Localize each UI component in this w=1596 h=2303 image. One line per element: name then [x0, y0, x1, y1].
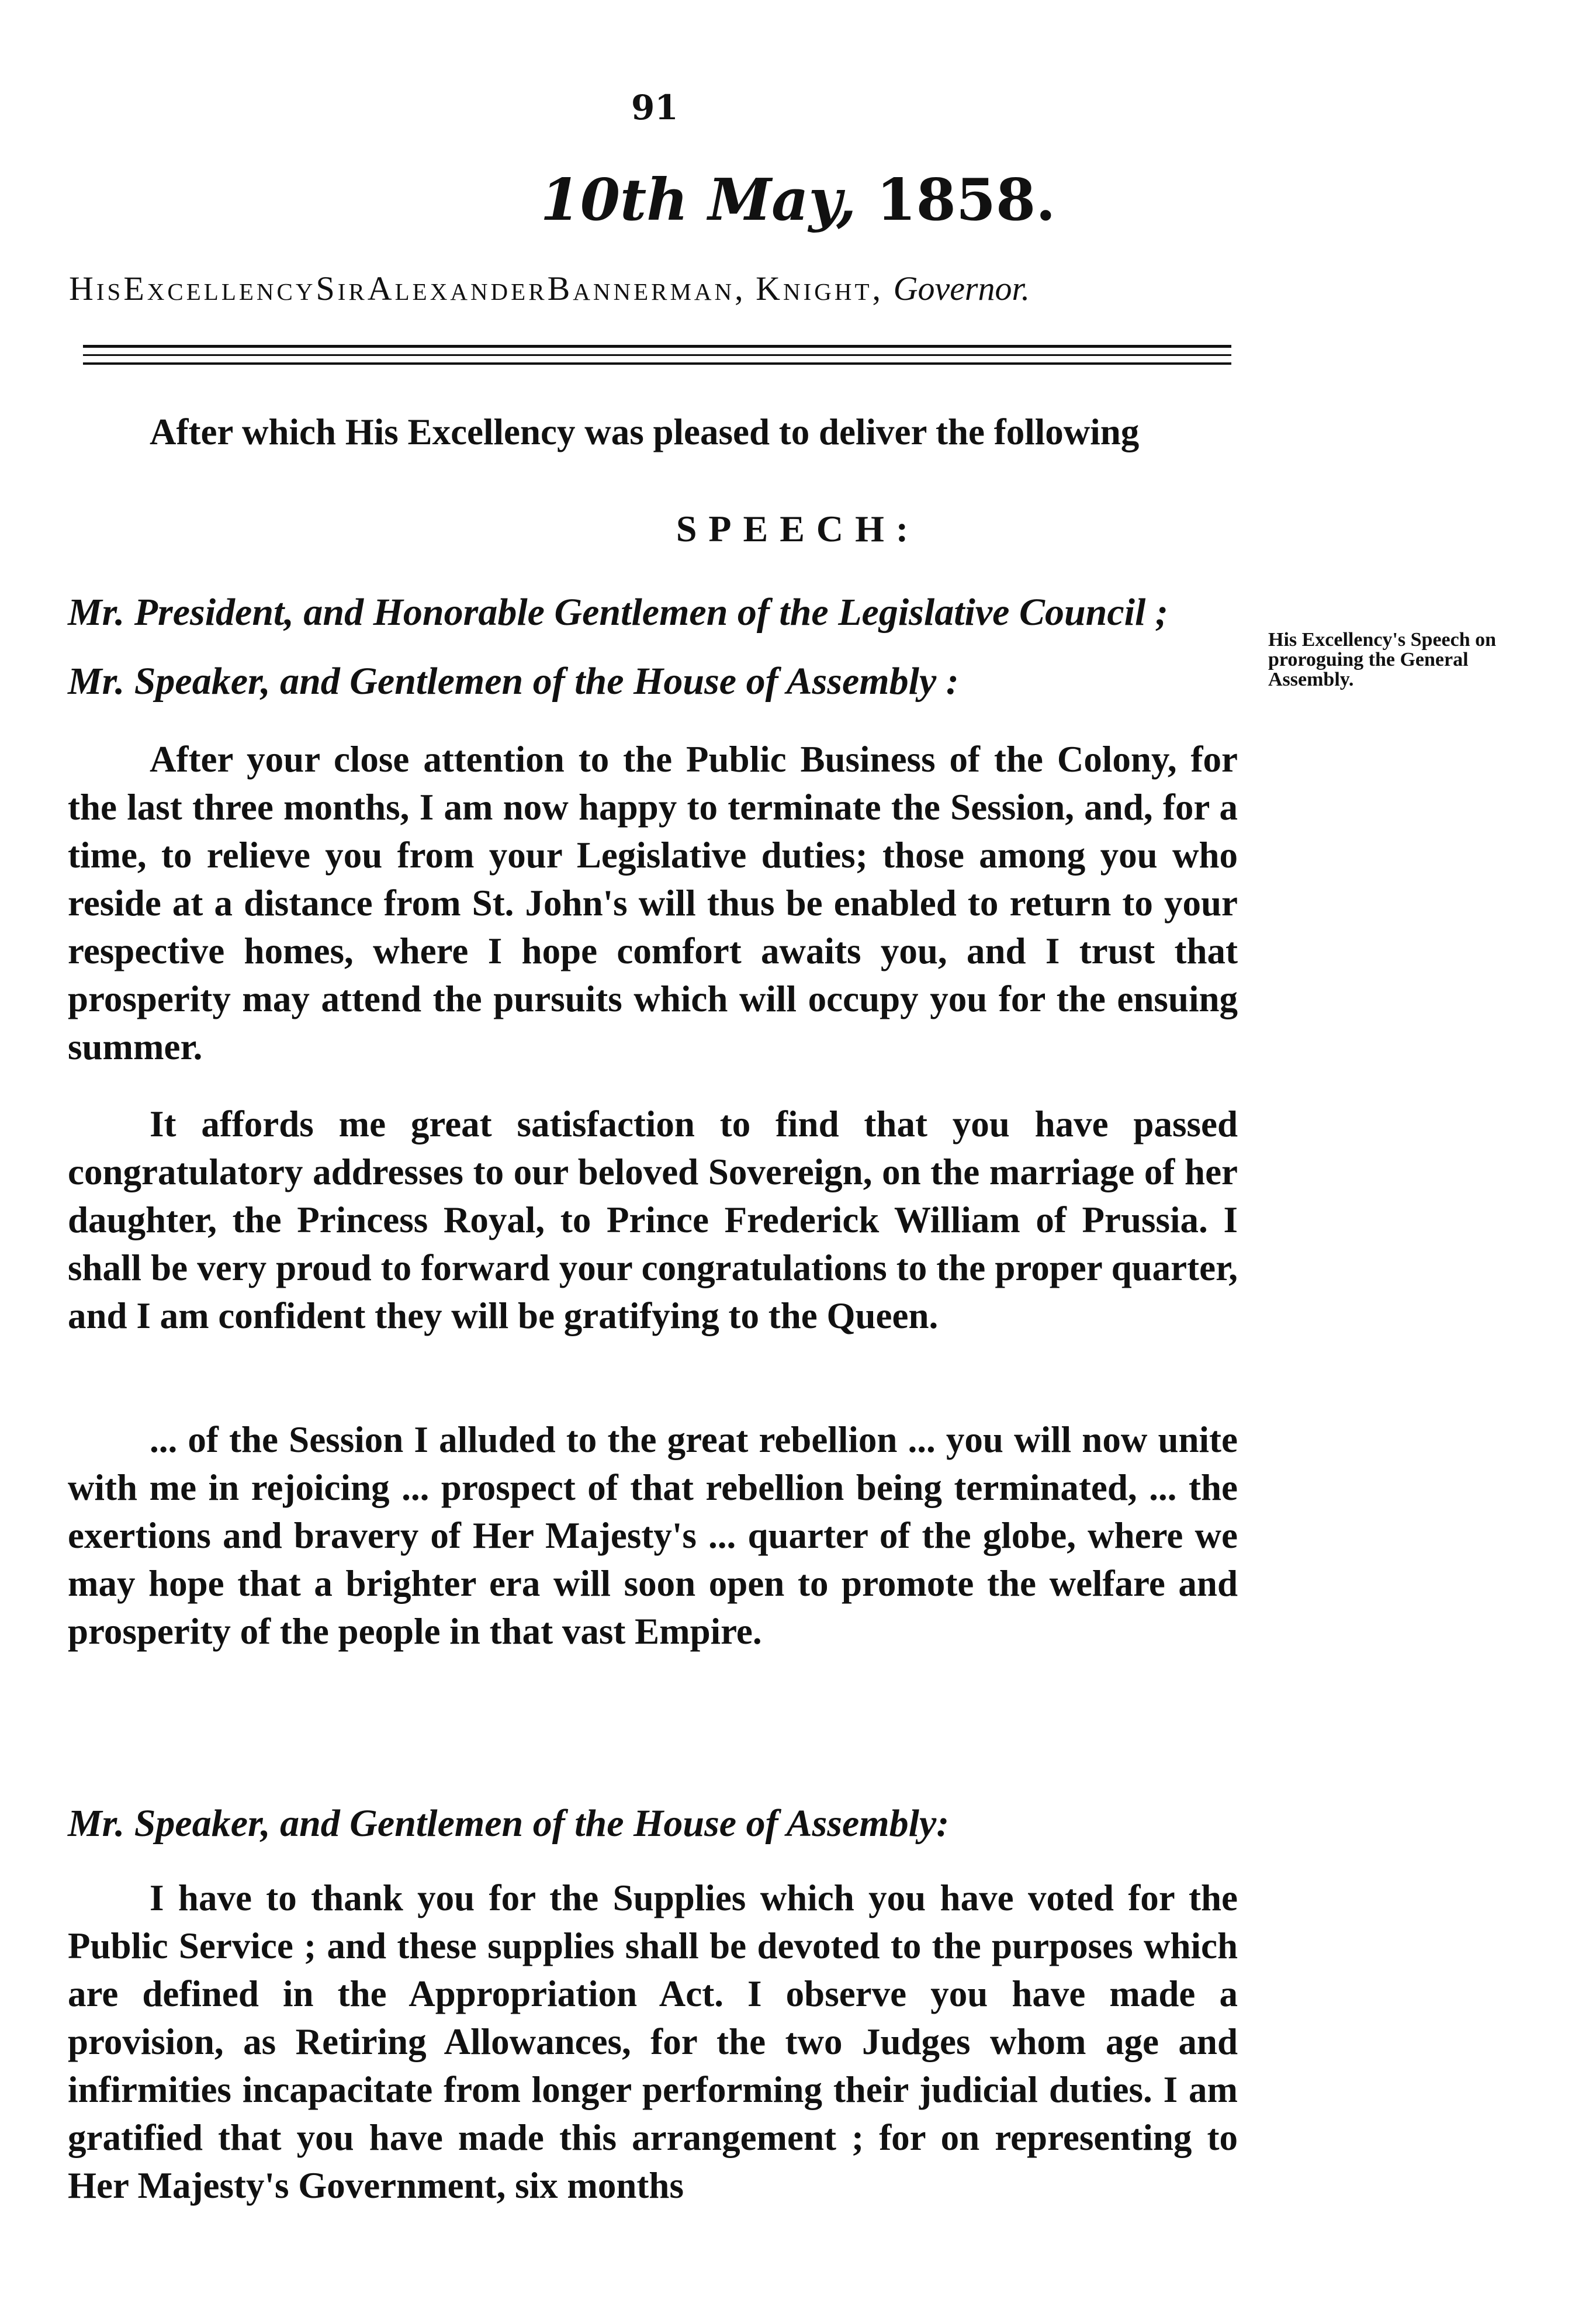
paragraph-3: ... of the Session I alluded to the great rebellion ... you will now unite with me in rejoicing ... prospect of that rebellion being terminated, ... the exertions and bravery of Her Majesty's ... quarter of the globe, where we may hope that a brighter era will soon open to promote the welfare and prosperity of the people in that vast Empire. — [68, 1419, 1238, 1652]
date-year: 1858. — [876, 167, 1056, 234]
page-number: 91 — [631, 88, 678, 127]
official-sir: Sir — [316, 269, 368, 307]
paragraph-2: It affords me great satisfaction to find that you have passed congratulatory addresses to our beloved Sovereign, on the marriage of her daughter, the Princess Royal, to Prince Frederick William of Prussia. I shall be very proud to forward your congratulations to the proper quarter, and I am confident they will be gratifying to the Queen. — [68, 1104, 1238, 1336]
official-bannerman: Bannerman, — [547, 269, 746, 307]
paragraph-1: After your close attention to the Public Business of the Colony, for the last three months, I am now happy to terminate the Session, and, for a time, to relieve you from your Legislative duties; those among you who reside at a distance from St. John's will thus be enabled to return to your respective homes, where I hope comfort awaits you, and I trust that prosperity may attend the pursuits which will occupy you for the ensuing summer. — [68, 739, 1238, 1067]
divider-rule-3 — [83, 362, 1231, 365]
speech-heading: SPEECH: — [676, 508, 920, 549]
official-excellency: Excellency — [123, 269, 316, 307]
official-knight: Knight, — [756, 269, 884, 307]
divider-rule-2 — [83, 354, 1231, 356]
intro-text: After which His Excellency was pleased to deliver the following — [150, 412, 1140, 452]
paragraph-4: I have to thank you for the Supplies which you have voted for the Public Service ; and these supplies shall be devoted to the purposes which are defined in the Appropriation Act. I observe you have made a provision, as Retiring Allowances, for the two Judges whom age and infirmities incapacitate from longer performing their judicial duties. I am gratified that you have made this arrangement ; for on representing to Her Majesty's Government, six months — [68, 1877, 1238, 2206]
official-governor: Governor. — [893, 269, 1030, 307]
address-house-of-assembly: Mr. Speaker, and Gentlemen of the House of Assembly : — [68, 660, 959, 703]
margin-note: His Excellency's Speech on proroguing the General Assembly. — [1268, 629, 1497, 690]
official-his: His — [69, 269, 124, 307]
address-legislative-council: Mr. President, and Honorable Gentlemen of the Legislative Council ; — [68, 591, 1168, 634]
date-day: 10th May, — [540, 167, 857, 234]
divider-rule-1 — [83, 345, 1231, 348]
officials-line — [69, 269, 1030, 308]
address-house-of-assembly-2: Mr. Speaker, and Gentlemen of the House of Assembly: — [68, 1802, 950, 1845]
official-alexander: Alexander — [367, 269, 548, 307]
date-heading — [0, 167, 1596, 234]
